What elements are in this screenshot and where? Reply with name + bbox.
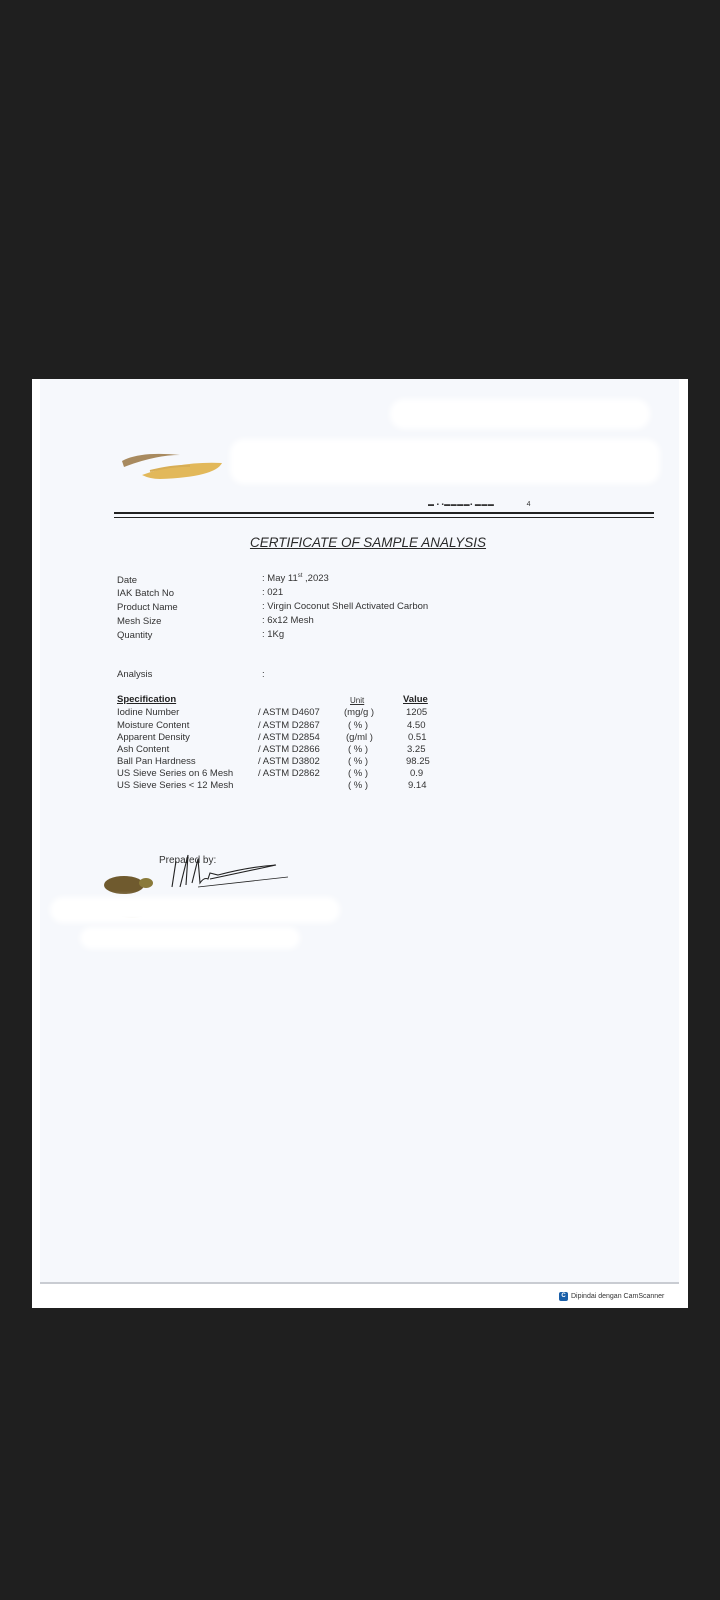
- field-value-date: : May 11st ,2023: [262, 573, 329, 585]
- header-rule: [114, 512, 654, 514]
- field-label-mesh: Mesh Size: [117, 616, 162, 627]
- scan-edge: [40, 1282, 679, 1284]
- method-cell: / ASTM D4607: [258, 707, 320, 718]
- spec-cell: Ball Pan Hardness: [117, 756, 196, 767]
- spec-cell: Moisture Content: [117, 720, 190, 731]
- field-value-quantity: : 1Kg: [262, 629, 285, 640]
- method-cell: / ASTM D2862: [258, 768, 320, 779]
- redacted-signatory: [50, 897, 340, 923]
- analysis-colon: :: [262, 669, 265, 680]
- method-cell: / ASTM D2866: [258, 744, 320, 755]
- table-header-spec: Specification: [117, 694, 177, 705]
- spec-cell: Ash Content: [117, 744, 170, 755]
- value-cell: 9.14: [408, 780, 427, 791]
- field-value-mesh: : 6x12 Mesh: [262, 615, 314, 626]
- prepared-by-label: Prepared by:: [159, 855, 217, 866]
- analysis-label: Analysis: [117, 669, 153, 680]
- unit-cell: ( % ): [348, 756, 369, 767]
- redacted-header: [390, 399, 650, 429]
- header-fragment: ▬ ▪ ▪▬▬▬▬▪ ▬▬▬ 4: [428, 501, 531, 508]
- company-logo: [120, 449, 230, 489]
- field-label-product: Product Name: [117, 602, 178, 613]
- redacted-header: [230, 439, 660, 484]
- table-header-unit: Unit: [350, 696, 365, 705]
- field-value-batch: : 021: [262, 587, 284, 598]
- method-cell: / ASTM D3802: [258, 756, 320, 767]
- camscanner-icon: C: [559, 1292, 568, 1301]
- spec-cell: Iodine Number: [117, 707, 180, 718]
- value-cell: 1205: [406, 707, 428, 718]
- document-title: CERTIFICATE OF SAMPLE ANALYSIS: [249, 535, 487, 550]
- header-rule: [114, 517, 654, 518]
- table-header-value: Value: [403, 694, 428, 705]
- unit-cell: (mg/g ): [344, 707, 375, 718]
- field-label-date: Date: [117, 575, 138, 586]
- value-cell: 3.25: [407, 744, 426, 755]
- unit-cell: (g/ml ): [346, 732, 373, 743]
- method-cell: / ASTM D2854: [258, 732, 320, 743]
- spec-cell: Apparent Density: [117, 732, 190, 743]
- field-label-batch: IAK Batch No: [117, 588, 175, 599]
- camscanner-text: Dipindai dengan CamScanner: [571, 1292, 665, 1300]
- spec-cell: US Sieve Series < 12 Mesh: [117, 780, 234, 791]
- unit-cell: ( % ): [348, 780, 369, 791]
- scanned-sheet: [40, 379, 679, 1282]
- unit-cell: ( % ): [348, 720, 369, 731]
- redacted-signatory: [80, 927, 300, 949]
- field-label-quantity: Quantity: [117, 630, 153, 641]
- document-page: [32, 379, 688, 1308]
- value-cell: 98.25: [406, 756, 430, 767]
- camscanner-watermark: [559, 1289, 664, 1303]
- field-value-product: : Virgin Coconut Shell Activated Carbon: [262, 601, 429, 612]
- method-cell: / ASTM D2867: [258, 720, 320, 731]
- value-cell: 0.51: [408, 732, 427, 743]
- value-cell: 4.50: [407, 720, 426, 731]
- value-cell: 0.9: [410, 768, 424, 779]
- spec-cell: US Sieve Series on 6 Mesh: [117, 768, 234, 779]
- unit-cell: ( % ): [348, 768, 369, 779]
- unit-cell: ( % ): [348, 744, 369, 755]
